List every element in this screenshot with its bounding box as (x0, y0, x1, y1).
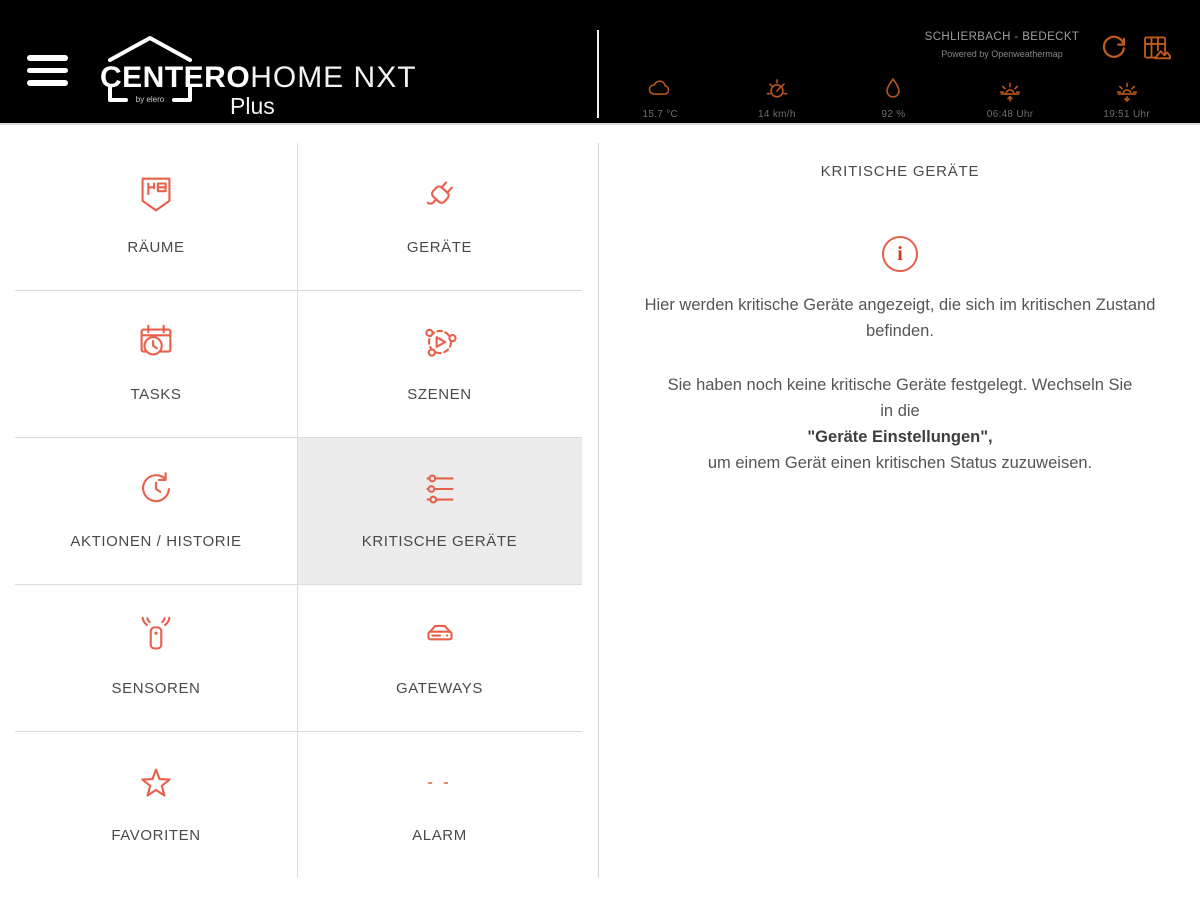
hamburger-menu-icon[interactable] (27, 55, 69, 93)
menu-item-label: GATEWAYS (395, 680, 484, 697)
menu-item-label: SZENEN (407, 386, 472, 403)
menu-column-divider (297, 143, 298, 878)
menu-item-label: AKTIONEN / HISTORIE (70, 533, 242, 550)
calendar-clock-icon (132, 318, 180, 366)
alarm-placeholder-icon: - - (427, 774, 452, 791)
sunset-value: 19:51 Uhr (1103, 109, 1150, 120)
scene-play-icon (416, 318, 464, 366)
floorplan-icon (132, 171, 180, 219)
gateway-box-icon (416, 612, 464, 660)
logo-product: HOME NXT (250, 61, 417, 94)
main-menu-grid (15, 143, 582, 878)
menu-item-tasks[interactable] (15, 290, 297, 437)
logo-brand: CENTERO (100, 61, 251, 94)
critical-list-icon (416, 465, 464, 513)
app-logo (100, 62, 417, 94)
star-icon (132, 759, 180, 807)
sunset-icon (1112, 74, 1142, 104)
plug-icon (416, 171, 464, 219)
menu-item-label: TASKS (130, 386, 182, 403)
menu-item-label: KRITISCHE GERÄTE (361, 533, 518, 550)
history-clock-icon (132, 465, 180, 513)
settings-reference: "Geräte Einstellungen", (807, 428, 993, 446)
menu-item-raeume[interactable] (15, 143, 297, 290)
weather-metrics (602, 74, 1185, 120)
app-header (0, 0, 1200, 125)
weather-powered-by-label: Powered by Openweathermap (941, 49, 1063, 59)
content-panel (600, 125, 1200, 476)
refresh-icon[interactable] (1098, 30, 1130, 62)
info-icon: i (882, 236, 918, 272)
humidity-drop-icon (878, 74, 908, 104)
page-title: KRITISCHE GERÄTE (820, 163, 980, 180)
weather-metric-temperature (602, 74, 719, 120)
wind-gauge-icon (762, 74, 792, 104)
menu-item-sensoren[interactable] (15, 584, 297, 731)
menu-item-label: GERÄTE (406, 239, 473, 256)
menu-row-divider (15, 731, 582, 732)
menu-item-szenen[interactable] (297, 290, 582, 437)
forecast-icon[interactable] (1140, 31, 1173, 64)
menu-row-divider (15, 290, 582, 291)
menu-item-kritische-geraete[interactable] (297, 437, 582, 584)
temperature-value: 15.7 °C (642, 109, 679, 120)
humidity-value: 92 % (881, 109, 906, 120)
sunrise-icon (995, 74, 1025, 104)
svg-text:by elero: by elero (135, 95, 165, 104)
intro-text: Hier werden kritische Geräte angezeigt, die sich im kritischen Zustand befinden. (644, 296, 1156, 340)
cloud-icon (645, 74, 675, 104)
menu-item-label: SENSOREN (111, 680, 201, 697)
content-divider (598, 143, 599, 878)
sunrise-value: 06:48 Uhr (986, 109, 1034, 120)
weather-metric-wind (719, 74, 836, 120)
menu-row-divider (15, 437, 582, 438)
wind-value: 14 km/h (758, 109, 796, 120)
empty-state-text (666, 372, 1134, 476)
header-divider (597, 30, 599, 118)
menu-item-label: ALARM (412, 827, 467, 844)
menu-item-geraete[interactable] (297, 143, 582, 290)
menu-item-label: RÄUME (127, 239, 185, 256)
weather-metric-humidity (835, 74, 952, 120)
empty-state-line2: um einem Gerät einen kritischen Status zuzuweisen. (707, 454, 1093, 472)
empty-state-line1: Sie haben noch keine kritische Geräte festgelegt. Wechseln Sie in die (667, 376, 1133, 420)
weather-metric-sunrise (952, 74, 1069, 120)
menu-item-aktionen-historie[interactable] (15, 437, 297, 584)
menu-item-gateways[interactable] (297, 584, 582, 731)
menu-row-divider (15, 584, 582, 585)
menu-item-favoriten[interactable] (15, 731, 297, 878)
logo-variant: Plus (230, 93, 275, 119)
menu-item-alarm[interactable] (297, 731, 582, 878)
weather-metric-sunset (1068, 74, 1185, 120)
remote-signal-icon (132, 612, 180, 660)
menu-item-label: FAVORITEN (111, 827, 201, 844)
weather-location-label: SCHLIERBACH - BEDECKT (924, 31, 1080, 43)
